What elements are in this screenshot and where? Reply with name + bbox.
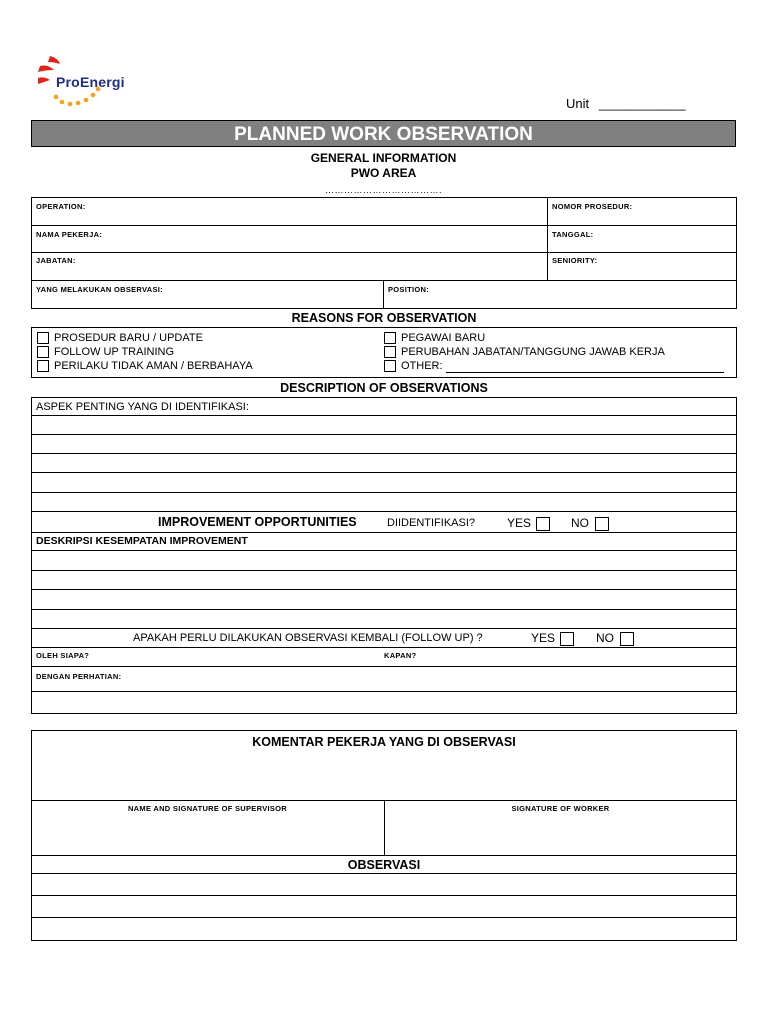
divider	[31, 647, 737, 648]
divider	[31, 511, 737, 512]
writing-line[interactable]	[31, 434, 737, 435]
nama-pekerja-field[interactable]: NAMA PEKERJA:	[36, 230, 103, 239]
aspek-penting-label: ASPEK PENTING YANG DI IDENTIFIKASI:	[36, 401, 249, 413]
jabatan-field[interactable]: JABATAN:	[36, 256, 76, 265]
nomor-prosedur-field[interactable]: NOMOR PROSEDUR:	[552, 202, 633, 211]
writing-line[interactable]	[31, 492, 737, 493]
observasi-heading: OBSERVASI	[347, 858, 421, 872]
logo-dot-icon	[91, 93, 96, 98]
divider	[31, 280, 737, 281]
worker-signature-field[interactable]: SIGNATURE OF WORKER	[511, 804, 610, 813]
checkbox[interactable]	[37, 346, 49, 358]
reason-label: FOLLOW UP TRAINING	[54, 346, 175, 358]
improvement-yes-checkbox[interactable]	[536, 517, 550, 531]
divider	[547, 197, 548, 280]
followup-yes-checkbox[interactable]	[560, 632, 574, 646]
logo-dot-icon	[54, 95, 59, 100]
followup-no-label: NO	[596, 631, 614, 645]
logo-dot-icon	[84, 98, 89, 103]
reason-label: PERILAKU TIDAK AMAN / BERBAHAYA	[54, 360, 253, 372]
writing-line[interactable]	[31, 691, 737, 692]
writing-line[interactable]	[31, 453, 737, 454]
supervisor-signature-field[interactable]: NAME AND SIGNATURE OF SUPERVISOR	[127, 804, 288, 813]
writing-line[interactable]	[31, 628, 737, 629]
followup-question: APAKAH PERLU DILAKUKAN OBSERVASI KEMBALI (FOLLOW UP) ?	[133, 632, 483, 644]
logo-dot-icon	[76, 101, 81, 106]
deskripsi-improvement-label: DESKRIPSI KESEMPATAN IMPROVEMENT	[36, 535, 248, 547]
writing-line[interactable]	[31, 550, 737, 551]
unit-blank: ____________	[598, 96, 686, 111]
divider	[31, 225, 737, 226]
divider	[383, 280, 384, 309]
writing-line[interactable]	[31, 917, 737, 918]
reason-label: PROSEDUR BARU / UPDATE	[54, 332, 203, 344]
checkbox[interactable]	[384, 332, 396, 344]
general-info-heading: GENERAL INFORMATION	[310, 151, 457, 165]
oleh-siapa-field[interactable]: OLEH SIAPA?	[36, 651, 90, 660]
divider	[31, 855, 737, 856]
improvement-heading: IMPROVEMENT OPPORTUNITIES	[158, 515, 357, 529]
kapan-field[interactable]: KAPAN?	[384, 651, 417, 660]
divider	[31, 666, 737, 667]
divider	[31, 532, 737, 533]
seniority-field[interactable]: SENIORITY:	[552, 256, 598, 265]
logo-swoosh-red-icon	[48, 56, 60, 64]
reason-follow-up-training[interactable]	[37, 346, 174, 359]
checkbox[interactable]	[37, 332, 49, 344]
unit-field	[566, 96, 686, 111]
writing-line[interactable]	[31, 609, 737, 610]
reason-pegawai-baru[interactable]	[384, 332, 485, 345]
writing-line[interactable]	[31, 895, 737, 896]
writing-line[interactable]	[31, 589, 737, 590]
logo-swoosh-red-icon	[38, 77, 50, 84]
logo-swoosh-red-icon	[38, 66, 54, 73]
position-field[interactable]: POSITION:	[388, 285, 430, 294]
improvement-no-label: NO	[571, 516, 589, 530]
reason-other[interactable]	[384, 360, 443, 373]
reason-prosedur-baru[interactable]	[37, 332, 203, 345]
writing-line[interactable]	[31, 472, 737, 473]
unit-label: Unit	[566, 96, 590, 111]
improvement-yes-label: YES	[507, 516, 532, 530]
writing-line[interactable]	[31, 873, 737, 874]
writing-line[interactable]	[31, 415, 737, 416]
reason-perubahan-jabatan[interactable]	[384, 346, 665, 359]
komentar-heading: KOMENTAR PEKERJA YANG DI OBSERVASI	[252, 735, 516, 749]
reason-label: PEGAWAI BARU	[401, 332, 486, 344]
reason-perilaku-tidak-aman[interactable]	[37, 360, 253, 373]
other-underline[interactable]	[446, 372, 724, 373]
improvement-no-checkbox[interactable]	[595, 517, 609, 531]
logo-text: ProEnergi	[56, 74, 125, 90]
form-title: PLANNED WORK OBSERVATION	[31, 120, 736, 147]
pwo-area-dots: ……………………………….	[324, 185, 442, 195]
logo-dot-icon	[60, 100, 65, 105]
dengan-perhatian-field[interactable]: DENGAN PERHATIAN:	[36, 672, 122, 681]
logo-dot-icon	[68, 102, 73, 107]
observer-field[interactable]: YANG MELAKUKAN OBSERVASI:	[36, 285, 163, 294]
reasons-heading: REASONS FOR OBSERVATION	[291, 311, 477, 325]
description-heading: DESCRIPTION OF OBSERVATIONS	[280, 381, 488, 395]
operation-field[interactable]: OPERATION:	[36, 202, 86, 211]
reason-label: OTHER:	[401, 360, 443, 372]
diidentifikasi-label: DIIDENTIFIKASI?	[387, 517, 476, 529]
tanggal-field[interactable]: TANGGAL:	[552, 230, 594, 239]
pwo-area-heading: PWO AREA	[350, 166, 417, 180]
divider	[31, 252, 737, 253]
writing-line[interactable]	[31, 570, 737, 571]
checkbox[interactable]	[37, 360, 49, 372]
reason-label: PERUBAHAN JABATAN/TANGGUNG JAWAB KERJA	[401, 346, 665, 358]
checkbox[interactable]	[384, 360, 396, 372]
followup-yes-label: YES	[531, 631, 556, 645]
checkbox[interactable]	[384, 346, 396, 358]
followup-no-checkbox[interactable]	[620, 632, 634, 646]
